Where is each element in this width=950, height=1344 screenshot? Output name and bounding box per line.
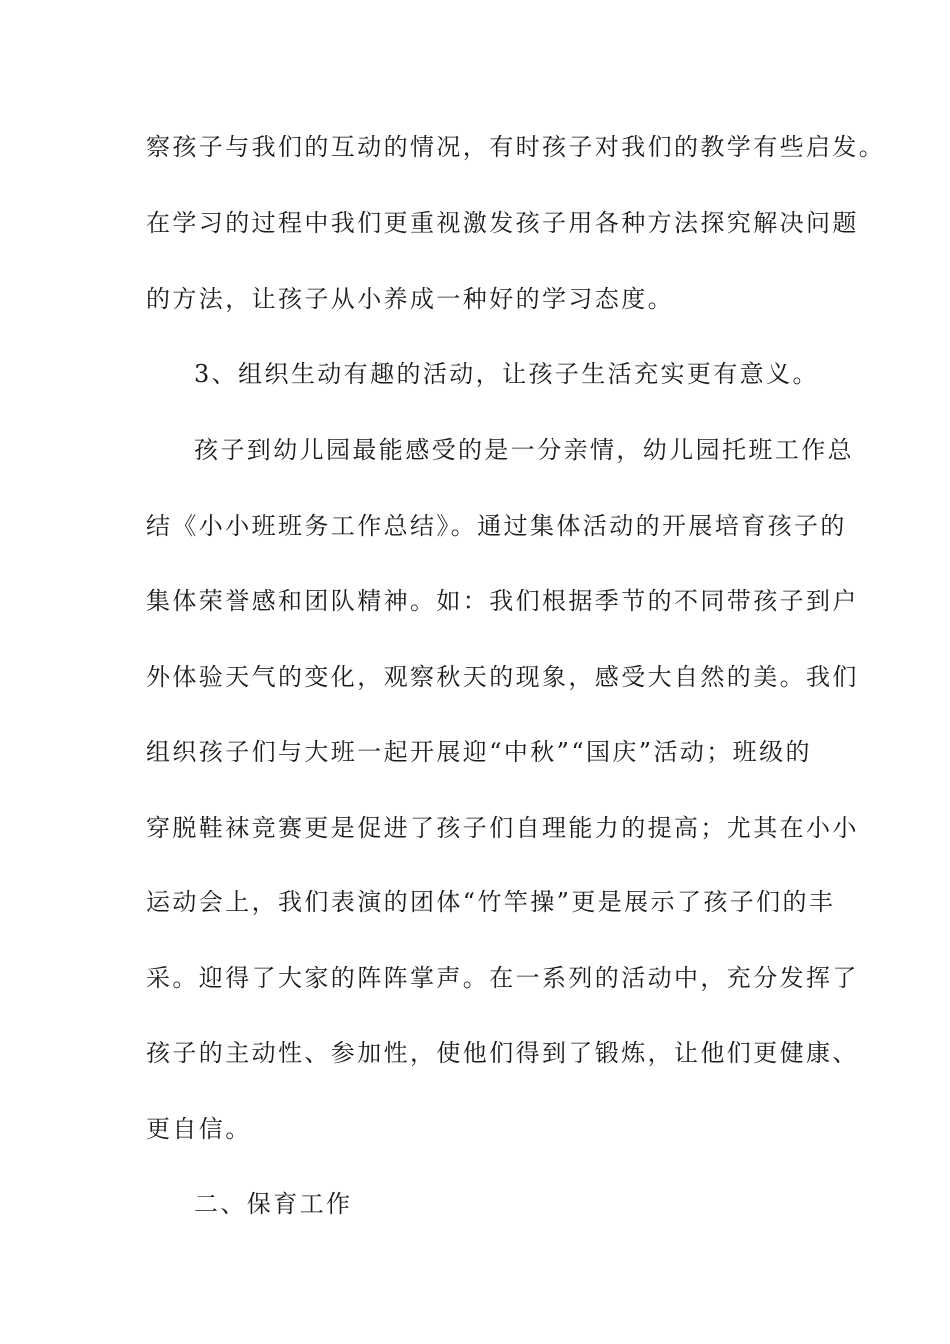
paragraph-line: 结《小小班班务工作总结》。通过集体活动的开展培育孩子的 xyxy=(146,512,847,540)
paragraph-line: 穿脱鞋袜竞赛更是促进了孩子们自理能力的提高；尤其在小小 xyxy=(146,814,859,842)
paragraph-line: 孩子到幼儿园最能感受的是一分亲情，幼儿园托班工作总 xyxy=(194,436,854,464)
paragraph-line: 察孩子与我们的互动的情况，有时孩子对我们的教学有些启发。 xyxy=(146,133,886,161)
paragraph-line: 在学习的过程中我们更重视激发孩子用各种方法探究解决问题 xyxy=(146,209,859,237)
paragraph-line: 的方法，让孩子从小养成一种好的学习态度。 xyxy=(146,285,674,313)
paragraph-line: 组织孩子们与大班一起开展迎“中秋”“国庆”活动；班级的 xyxy=(146,738,812,766)
paragraph-line: 更自信。 xyxy=(146,1115,252,1143)
section-heading: 二、保育工作 xyxy=(194,1190,353,1218)
paragraph-line: 运动会上，我们表演的团体“竹竿操”更是展示了孩子们的丰 xyxy=(146,888,836,916)
section-heading: 3、组织生动有趣的活动，让孩子生活充实更有意义。 xyxy=(194,360,819,388)
paragraph-line: 外体验天气的变化，观察秋天的现象，感受大自然的美。我们 xyxy=(146,663,859,691)
paragraph-line: 采。迎得了大家的阵阵掌声。在一系列的活动中，充分发挥了 xyxy=(146,964,859,992)
paragraph-line: 集体荣誉感和团队精神。如：我们根据季节的不同带孩子到户 xyxy=(146,587,859,615)
paragraph-line: 孩子的主动性、参加性，使他们得到了锻炼，让他们更健康、 xyxy=(146,1039,859,1067)
